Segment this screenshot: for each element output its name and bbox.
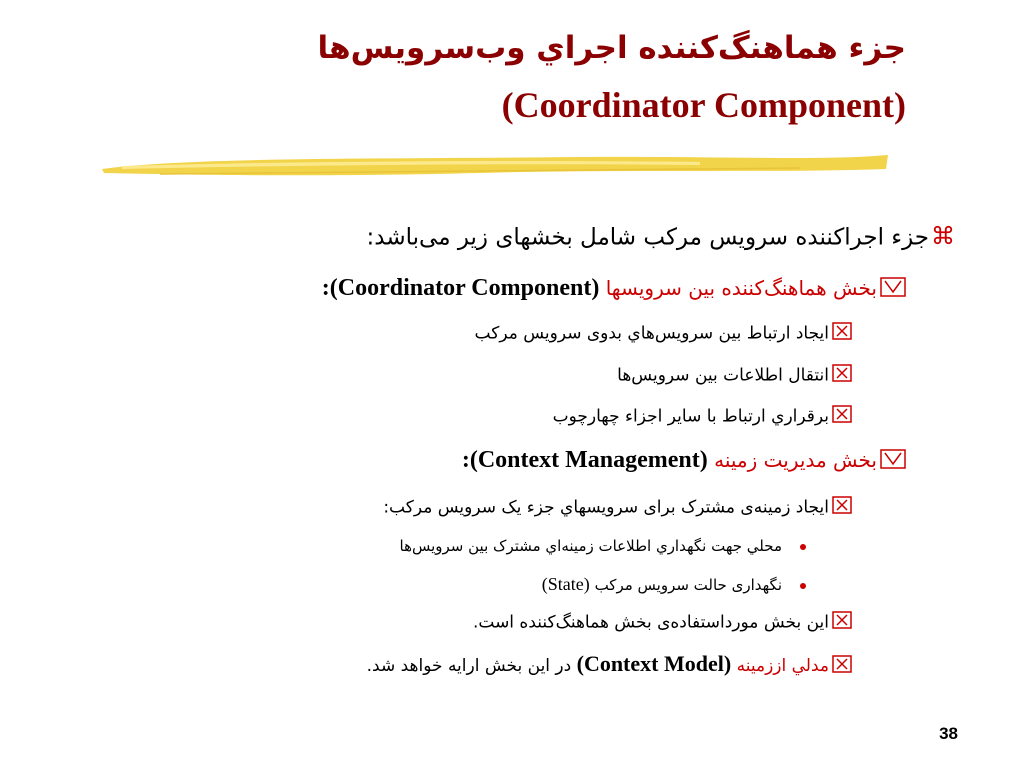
- context-model-rest: در اين بخش ارايه خواهد شد.: [366, 656, 577, 676]
- command-key-icon: [932, 224, 954, 252]
- context-heading: [462, 447, 906, 474]
- coordinator-item-2: [617, 364, 852, 387]
- coordinator-item-1-text: ايجاد ارتباط بين سرويس‌هاي بدوی سرويس مرکب: [474, 323, 829, 344]
- x-box-icon: [832, 364, 852, 387]
- x-box-icon: [832, 611, 852, 634]
- coordinator-item-2-text: انتقال اطلاعات بين سرويس‌ها: [617, 365, 829, 386]
- x-box-icon: [832, 496, 852, 519]
- context-item-1: [383, 496, 852, 519]
- intro-line: [367, 224, 954, 252]
- context-open: (: [699, 447, 708, 473]
- subtitle-open: (: [894, 85, 906, 125]
- coordinator-english: Coordinator Component: [337, 275, 592, 301]
- title-underline-stroke: [100, 148, 890, 184]
- y-box-icon: [880, 449, 906, 474]
- dot-bullet-icon: [800, 544, 806, 550]
- context-item-1-text: ايجاد زمينه‌ی مشترک برای سرويسهاي جزء يک سرويس مرکب:: [383, 497, 829, 518]
- subtitle-text: Coordinator Component: [513, 85, 894, 125]
- context-bullet-1: [400, 537, 807, 555]
- coordinator-item-1: [475, 322, 852, 345]
- x-box-icon: [832, 405, 852, 428]
- context-model-open: (: [723, 651, 732, 676]
- context-bullet-1-text: محلي جهت نگهداري اطلاعات زمينه‌اي مشترک بين سرويس‌ها: [399, 537, 782, 555]
- context-item-2-text: اين بخش مورداستفاده‌ی بخش هماهنگ‌کننده است.: [472, 612, 829, 633]
- x-box-icon: [832, 655, 852, 678]
- coordinator-open: (: [591, 275, 600, 301]
- y-box-icon: [880, 277, 906, 302]
- context-english: Context Management: [477, 447, 700, 473]
- context-model-english: Context Model: [583, 651, 724, 676]
- context-bullet-2-text: نگهداری حالت سرويس مرکب: [594, 576, 782, 594]
- coordinator-label: بخش هماهنگ‌کننده بین سرویسها: [605, 276, 877, 300]
- page-number: 38: [939, 724, 958, 743]
- state-english: (State): [541, 574, 590, 594]
- coordinator-close: ):: [321, 275, 338, 301]
- coordinator-item-3: [553, 405, 852, 428]
- slide-title: جزء هماهنگ‌كننده اجراي وب‌سرويس‌ها: [317, 30, 906, 66]
- context-model-close: ): [576, 651, 584, 676]
- subtitle-close: ): [501, 85, 514, 125]
- context-bullet-2: [542, 574, 806, 595]
- slide-subtitle: [502, 84, 906, 126]
- context-model-line: [367, 651, 852, 678]
- dot-bullet-icon: [800, 583, 806, 589]
- context-label: بخش مدیریت زمینه: [714, 448, 877, 472]
- x-box-icon: [832, 322, 852, 345]
- context-close: ):: [461, 447, 478, 473]
- intro-text: جزء اجراکننده سرویس مرکب شامل بخشهای زیر می‌باشد:: [366, 224, 929, 251]
- coordinator-heading: [322, 275, 906, 302]
- context-model-label: مدلي اززمينه: [736, 656, 829, 676]
- coordinator-item-3-text: برقراري ارتباط با ساير اجزاء چهارچوب: [552, 406, 829, 427]
- context-item-2: [473, 611, 852, 634]
